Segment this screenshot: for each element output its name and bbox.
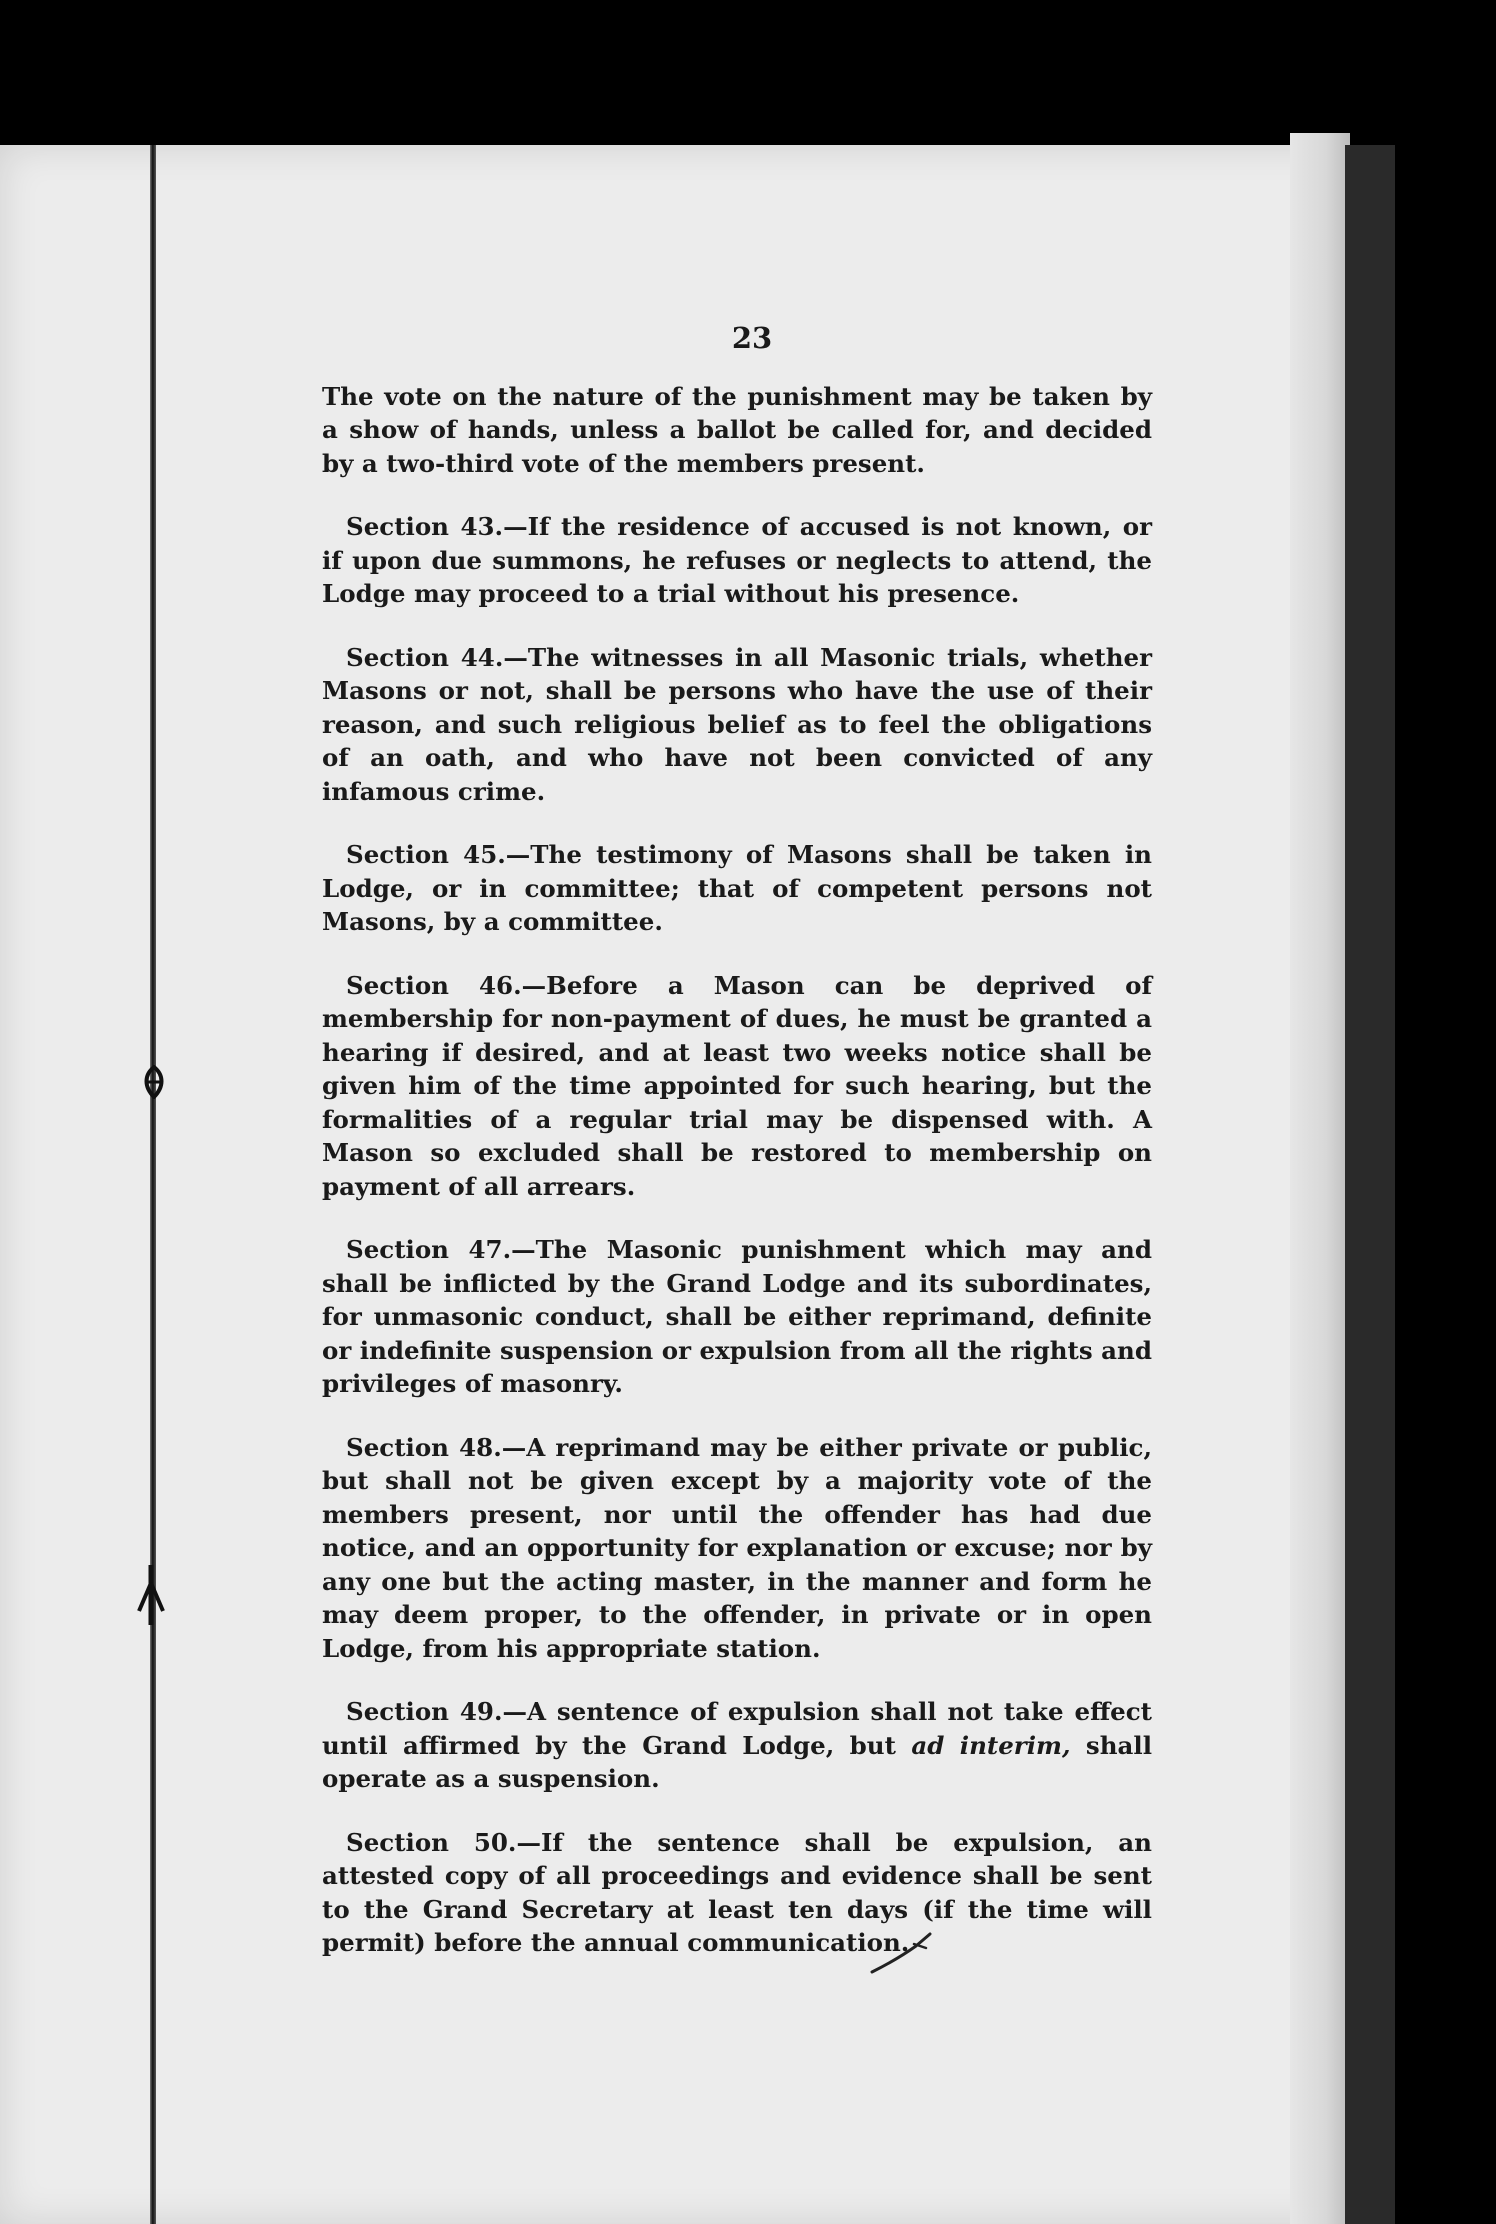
pencil-mark-icon [868, 1928, 938, 1978]
document-body [322, 322, 1152, 1960]
paragraph-section-46: Section 46.—Before a Mason can be deprived of membership for non-payment of dues, he must be granted a hearing if desired, and at least two weeks notice shall be given him of the time appointed for such hearing, but the formalities of a regular trial may be dispensed with. A Mason so excluded shall be restored to membership on payment of all arrears. [322, 970, 1152, 1201]
binding-stitch-tail-icon [136, 1565, 166, 1625]
section-49-italic-phrase: ad interim, [911, 1730, 1071, 1760]
paragraph-section-49 [322, 1695, 1152, 1796]
section-49-text-before: Section 49.—A sentence of expulsion shall not take effect until affirmed by the Grand Lodge, but [322, 1697, 1152, 1760]
page-number: 23 [731, 321, 773, 355]
paragraph-section-44: Section 44.—The witnesses in all Masonic trials, whether Masons or not, shall be persons who have the use of their reason, and such religious belief as to feel the obligations of an oath, and who have not been convicted of any infamous crime. [322, 642, 1152, 806]
paragraph-vote: The vote on the nature of the punishment may be taken by a show of hands, unless a ballot be called for, and decided by a two-third vote of the members present. [322, 381, 1152, 478]
paragraph-section-50: Section 50.—If the sentence shall be expulsion, an attested copy of all proceedings and evidence shall be sent to the Grand Secretary at least ten days (if the time will permit) before the annual communication. [322, 1827, 1152, 1957]
paragraph-section-45: Section 45.—The testimony of Masons shall be taken in Lodge, or in committee; that of competent persons not Masons, by a committee. [322, 840, 1152, 936]
paragraph-section-48: Section 48.—A reprimand may be either private or public, but shall not be given except by a majority vote of the members present, nor until the offender has had due notice, and an opportunity for explanation or excuse; nor by any one but the acting master, in the manner and form he may deem proper, to the offender, in private or in open Lodge, from his appropriate station. [322, 1432, 1152, 1663]
paragraph-section-47: Section 47.—The Masonic punishment which may and shall be inflicted by the Grand Lodge and its subordinates, for unmasonic conduct, shall be either reprimand, definite or indefinite suspension or expulsion from all the rights and privileges of masonry. [322, 1235, 1152, 1398]
section-49-text-after: shall operate as a suspension. [322, 1730, 1153, 1793]
paragraph-section-43: Section 43.—If the residence of accused is not known, or if upon due summons, he refuses or neglects to attend, the Lodge may proceed to a trial without his presence. [322, 512, 1152, 608]
page-curl-shading [1290, 133, 1350, 2224]
binding-stitch-knot-icon [140, 1065, 170, 1099]
page-edge-shadow [1345, 145, 1395, 2224]
binding-stitch-line [150, 145, 156, 2224]
